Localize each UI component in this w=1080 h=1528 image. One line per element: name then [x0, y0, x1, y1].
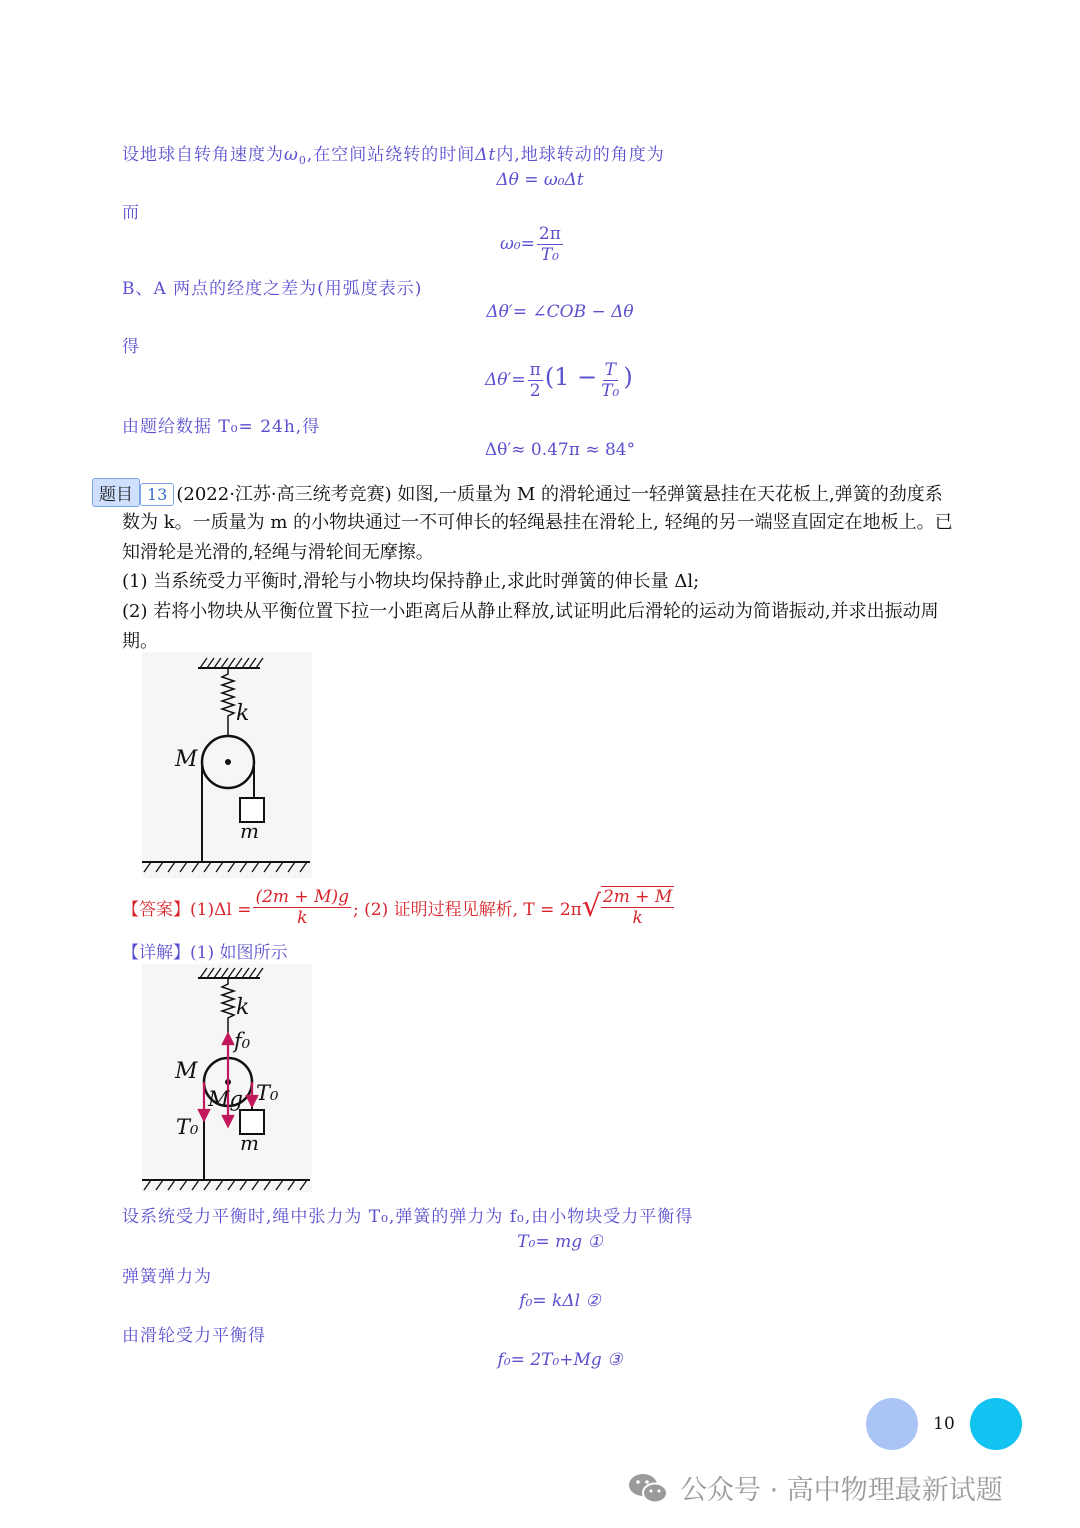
label-M: M [175, 747, 198, 772]
equation-1: T₀= mg ① [517, 1232, 603, 1252]
solution-line-3: B、A 两点的经度之差为(用弧度表示) [122, 279, 423, 299]
problem-tag: 题目 [92, 478, 140, 507]
solution-line-5: 由题给数据 T₀= 24h,得 [122, 417, 321, 437]
watermark: 公众号 · 高中物理最新试题 [626, 1468, 1003, 1507]
problem-line-1: 题目 13 (2022·江苏·高三统考竞赛) 如图,一质量为 M 的滑轮通过一轻弹簧悬挂在天花板上,弹簧的劲度系 [92, 478, 943, 507]
problem-line-6: 期。 [122, 631, 158, 652]
problem-line-4: (1) 当系统受力平衡时,滑轮与小物块均保持静止,求此时弹簧的伸长量 Δl; [122, 571, 700, 592]
equation-delta-theta: Δθ = ω₀Δt [496, 170, 584, 190]
equation-omega0: ω₀= $\frac{2\pi}{\text{T₀}}$ [500, 224, 561, 265]
equation-84-degrees: Δθ′≈ 0.47π ≈ 84° [484, 440, 636, 460]
equation-2: f₀= kΔl ② [519, 1291, 601, 1311]
wechat-icon [626, 1470, 670, 1506]
page-number: 10 [933, 1414, 955, 1434]
label-f0: f₀ [234, 1029, 251, 1053]
solution-word-de: 得 [122, 337, 140, 357]
solution-line-1: 设地球自转角速度为$\omega_0$,在空间站绕转的时间Δt内,地球转动的角度为 [122, 145, 665, 167]
problem-line-3: 知滑轮是光滑的,轻绳与滑轮间无摩擦。 [122, 542, 434, 563]
equation-delta-theta-result: Δθ′= $\frac{\pi}{2}$ (1 − $\frac{T}{\text{T₀}}$ ) [485, 360, 633, 401]
equation-3: f₀= 2T₀+Mg ③ [497, 1350, 623, 1370]
problem-line-2: 数为 k。一质量为 m 的小物块通过一不可伸长的轻绳悬挂在滑轮上, 轻绳的另一端竖直固定在地板上。已 [122, 512, 953, 533]
solution-bottom-line-2: 弹簧弹力为 [122, 1267, 212, 1287]
pulley-figure-1 [130, 652, 320, 882]
label-m: m [240, 1131, 259, 1155]
equation-delta-theta-prime: Δθ′= ∠COB − Δθ [486, 302, 634, 322]
solution-bottom-line-1: 设系统受力平衡时,绳中张力为 T₀,弹簧的弹力为 f₀,由小物块受力平衡得 [122, 1207, 694, 1227]
label-k: k [236, 701, 250, 726]
label-k: k [236, 995, 250, 1020]
answer-line: 【答案】(1)Δl = $\frac{(2m + M)g}{k}$ ; (2) 证明过程见解析, T = 2π √ $\frac{2m + M}{k}$ [122, 886, 673, 928]
detail-heading: 【详解】(1) 如图所示 [122, 943, 288, 963]
problem-number: 13 [140, 483, 174, 506]
solution-word-er: 而 [122, 203, 140, 223]
problem-line-5: (2) 若将小物块从平衡位置下拉一小距离后从静止释放,试证明此后滑轮的运动为简谐振动,并求出振动周 [122, 601, 939, 622]
pulley-figure-2 [130, 964, 320, 1196]
label-M: M [175, 1059, 198, 1084]
solution-bottom-line-3: 由滑轮受力平衡得 [122, 1326, 266, 1346]
label-T0-left: T₀ [176, 1115, 199, 1139]
page-number-badge [866, 1398, 1022, 1450]
label-Mg: Mg [208, 1087, 243, 1111]
label-m: m [240, 819, 259, 843]
label-T0-right: T₀ [256, 1081, 279, 1105]
